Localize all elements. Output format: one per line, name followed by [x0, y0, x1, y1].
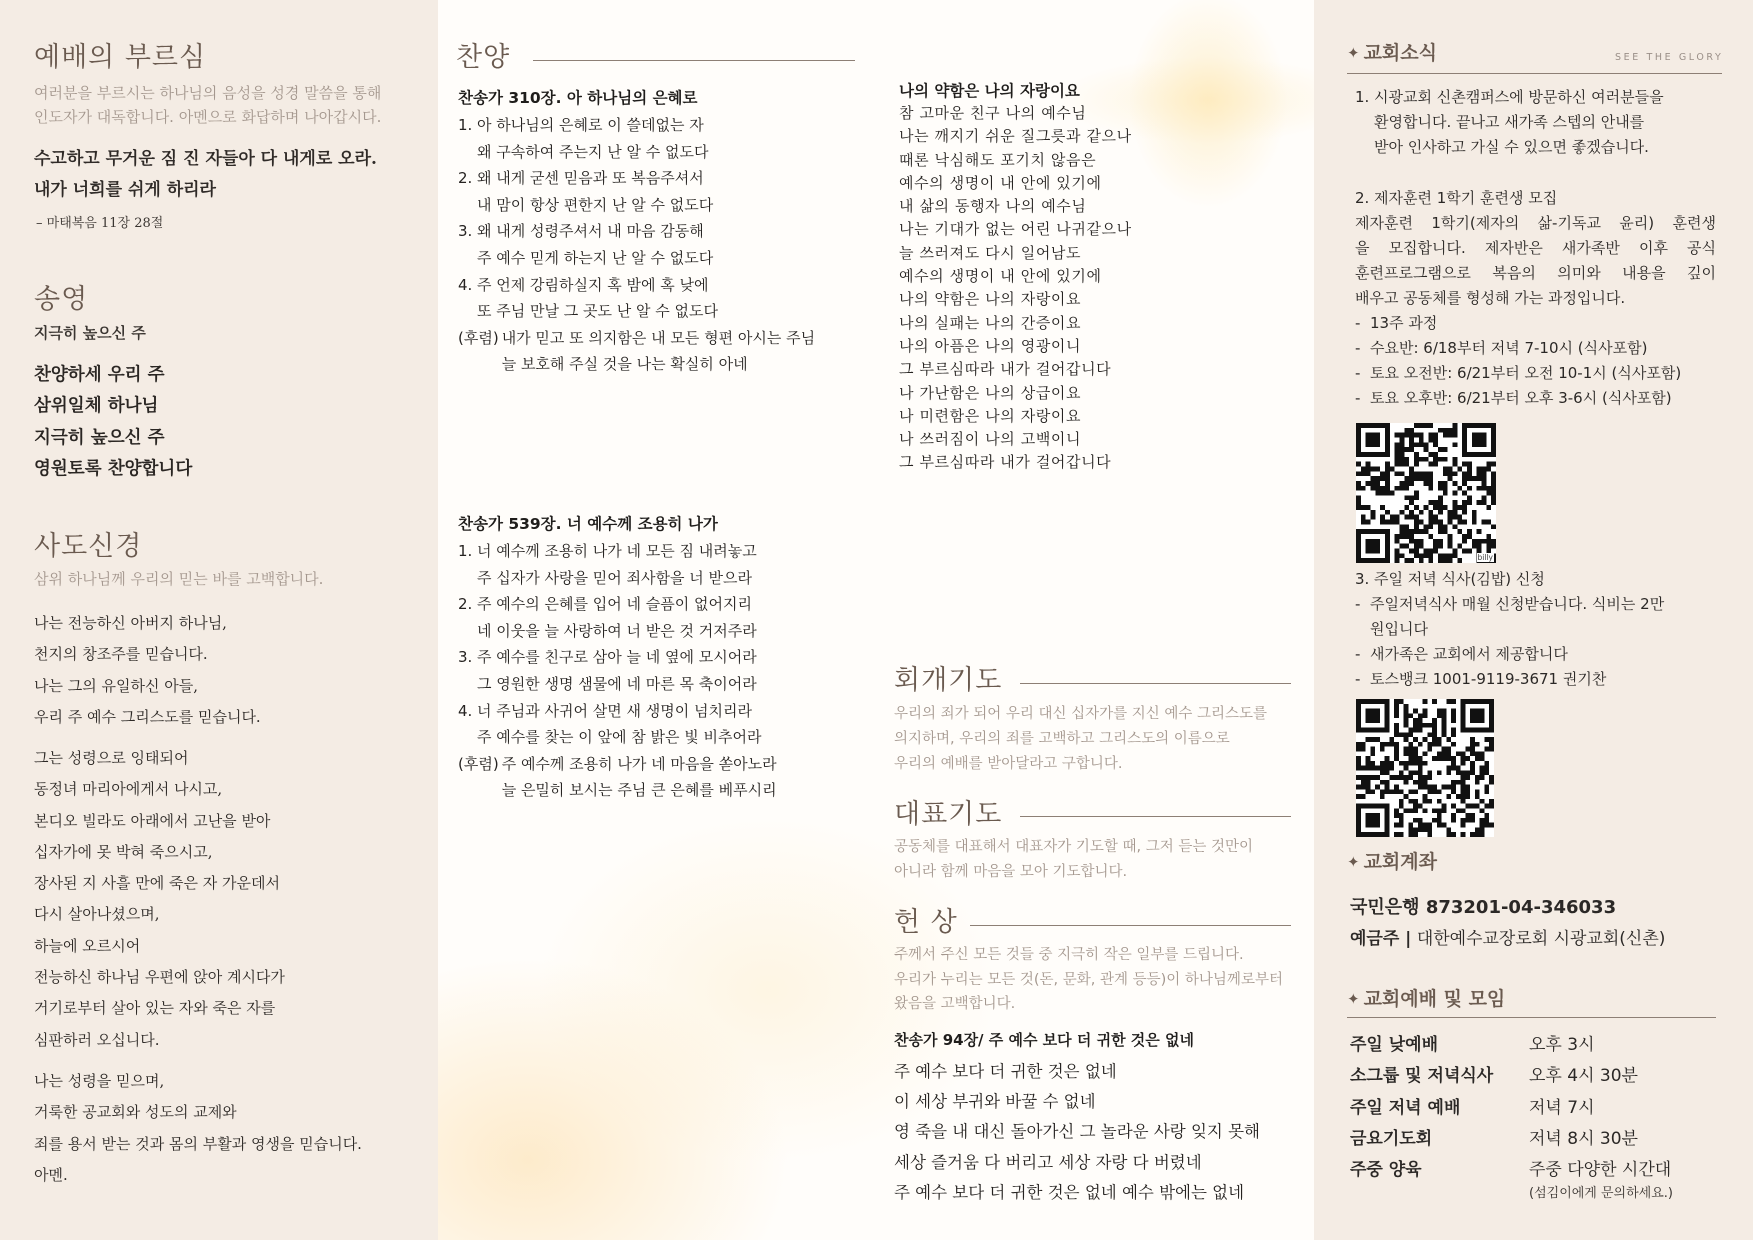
creed-line: 다시 살아나셨으며,: [34, 905, 160, 924]
hymn-verse-marker: (후렴): [458, 328, 499, 347]
desc-line: 우리의 예배를 받아달라고 구합니다.: [894, 756, 1123, 772]
schedule-label: 금요기도회: [1350, 1129, 1433, 1149]
desc-line: 주께서 주신 모든 것들 중 지극히 작은 일부를 드립니다.: [894, 947, 1244, 963]
news-item: [1355, 85, 1664, 160]
lyric-line: 주 예수 보다 더 귀한 것은 없네 예수 밖에는 없네: [894, 1182, 1245, 1202]
news-item-marker: 3.: [1355, 570, 1370, 588]
hymn-verse-line: 주 예수의 은혜를 입어 네 슬픔이 없어지리: [477, 595, 752, 614]
meetings-rule: [1347, 1017, 1716, 1018]
news-item-line: 시광교회 신촌캠퍼스에 방문하신 여러분들을: [1374, 88, 1664, 106]
tagline: SEE THE GLORY: [1615, 52, 1724, 63]
paragraph-line: 을 모집합니다. 제자반은 새가족반 이후 공식: [1355, 239, 1716, 257]
bullet-marker: -: [1355, 364, 1361, 382]
doxology-subtitle: 지극히 높으신 주: [34, 324, 146, 342]
bullet-marker: -: [1355, 595, 1361, 613]
lyric-line: 세상 즐거움 다 버리고 세상 자랑 다 버렸네: [894, 1152, 1202, 1172]
schedule-time: 주중 다양한 시간대: [1529, 1160, 1672, 1180]
hymn-verse: [458, 218, 815, 271]
lyric-line: 늘 쓰러져도 다시 일어남도: [899, 243, 1082, 262]
lyric-line: 예수의 생명이 내 안에 있기에: [899, 267, 1102, 286]
bullet-marker: -: [1355, 339, 1361, 357]
schedule-label: 주일 낮예배: [1350, 1035, 1439, 1055]
bullet-marker: -: [1355, 645, 1361, 663]
sparkle-icon: ✦: [1347, 853, 1360, 871]
hymn-verse-line: 주 예수를 찾는 이 앞에 참 밝은 빛 비추어라: [477, 728, 762, 747]
hymn-verse-line: 주 예수께 조용히 나가 네 마음을 쏟아노라: [501, 754, 777, 773]
creed-line: 천지의 창조주를 믿습니다.: [34, 645, 208, 664]
bullet-line: 토요 오전반: 6/21부터 오전 10-1시 (식사포함): [1370, 364, 1682, 382]
bullet-line: 토스뱅크 1001-9119-3671 권기찬: [1370, 670, 1607, 688]
schedule-note: (섬김이에게 문의하세요.): [1529, 1186, 1673, 1201]
hymn-verse: [458, 538, 777, 591]
desc-line: 우리가 누리는 모든 것(돈, 문화, 관계 등등)이 하나님께로부터: [894, 971, 1283, 988]
lyric-line: 나는 깨지기 쉬운 질그릇과 같으나: [899, 127, 1132, 146]
representative-prayer-title: 대표기도: [894, 799, 1003, 830]
bullet: [1355, 336, 1681, 361]
hymn-verse-line: 너 주님과 사귀어 살면 새 생명이 넘치리라: [477, 701, 752, 720]
desc-line: 왔음을 고백합니다.: [894, 996, 1016, 1012]
creed-line: 십자가에 못 박혀 죽으시고,: [34, 842, 213, 861]
creed-line: 하늘에 오르시어: [34, 936, 141, 955]
desc-line: 여러분을 부르시는 하나님의 음성을 성경 말씀을 통해: [34, 84, 382, 102]
creed-paragraph-1: [34, 608, 261, 733]
bullet: [1355, 667, 1664, 692]
bullet-line: 수요반: 6/18부터 저녁 7-10시 (식사포함): [1370, 339, 1648, 357]
praise-title: 찬양: [456, 42, 511, 73]
creed-line: 거룩한 공교회와 성도의 교제와: [34, 1103, 237, 1122]
hymn-verse-marker: 3.: [458, 648, 473, 667]
news-item-3-bullets: [1355, 592, 1664, 692]
desc-line: 공동체를 대표해서 대표자가 기도할 때, 그저 듣는 것만이: [894, 839, 1254, 855]
desc-line: 우리의 죄가 되어 우리 대신 십자가를 지신 예수 그리스도를: [894, 706, 1268, 722]
creed-line: 거기로부터 살아 있는 자와 죽은 자를: [34, 999, 276, 1018]
left-panel: [0, 0, 438, 1240]
call-to-worship-desc: [34, 81, 381, 129]
news-item: [1355, 567, 1545, 592]
bullet-line: 주일저녁식사 매월 신청받습니다. 식비는 2만: [1370, 595, 1665, 613]
creed-paragraph-2: [34, 743, 285, 1056]
account-holder-label: 예금주 |: [1350, 929, 1412, 949]
right-panel: [1314, 0, 1753, 1240]
hymn-verse-line: 왜 구속하여 주는지 난 알 수 없도다: [477, 142, 709, 161]
creed-line: 장사된 지 사흘 만에 죽은 자 가운데서: [34, 874, 280, 893]
creed-line: 그는 성령으로 잉태되어: [34, 749, 189, 767]
doxology-title: 송영: [34, 284, 89, 315]
apostles-creed-title: 사도신경: [34, 531, 143, 562]
qr-modules: [1356, 423, 1496, 563]
account-holder: [1350, 927, 1665, 951]
lyric-line: 나의 아픔은 나의 영광이니: [899, 336, 1082, 355]
news-item-line: 주일 저녁 식사(김밥) 신청: [1374, 570, 1545, 588]
middle-panel: [438, 0, 1314, 1240]
bullet: [1355, 592, 1664, 642]
lyric-line: 나의 약함은 나의 자랑이요: [899, 290, 1082, 309]
sparkle-icon: ✦: [1347, 990, 1360, 1008]
hymn-verse-line: 늘 보호해 주실 것을 나는 확실히 아네: [501, 355, 748, 374]
bullet: [1355, 642, 1664, 667]
bullet-line: 13주 과정: [1370, 314, 1438, 332]
bullet: [1355, 311, 1681, 336]
hymn-verse-line: 아 하나님의 은혜로 이 쓸데없는 자: [477, 116, 704, 134]
hymn-verse-marker: 1.: [458, 542, 473, 560]
qr-code-training-signup[interactable]: [1356, 423, 1496, 563]
hymn-verse-line: 주 예수를 친구로 삼아 늘 네 옆에 모시어라: [477, 648, 757, 667]
bullet-line: 토요 오후반: 6/21부터 오후 3-6시 (식사포함): [1370, 389, 1672, 407]
church-news-title: 교회소식: [1363, 42, 1437, 64]
offering-title-rule: [970, 925, 1291, 926]
paragraph-line: 제자훈련 1학기(제자의 삶-기독교 윤리) 훈련생: [1355, 214, 1716, 232]
hymn-verse-marker: 2.: [458, 595, 473, 614]
hymn-539-title: 찬송가 539장. 너 예수께 조용히 나가: [458, 515, 718, 533]
lyric-line: 그 부르심따라 내가 걸어갑니다: [899, 360, 1112, 379]
hymn-94-lyrics: [894, 1057, 1260, 1208]
hymn-verse: [458, 272, 815, 325]
qr-code-meal-signup[interactable]: [1356, 699, 1494, 837]
song-weakness-lyrics: [899, 102, 1132, 475]
hymn-verse-marker: 2.: [458, 169, 473, 188]
hymn-539-lyrics: [458, 538, 777, 804]
hymn-verse-line: 주 언제 강림하실지 혹 밤에 혹 낮에: [477, 275, 709, 294]
schedule-time: 저녁 8시 30분: [1529, 1129, 1638, 1149]
account-holder-name: 대한예수교장로회 시광교회(신촌): [1416, 929, 1666, 949]
hymn-310-lyrics: [458, 112, 815, 378]
hymn-verse: [458, 112, 815, 165]
meetings-heading: [1347, 986, 1505, 1013]
creed-line: 본디오 빌라도 아래에서 고난을 받아: [34, 811, 271, 830]
offering-desc: [894, 943, 1283, 1017]
sparkle-icon: ✦: [1347, 44, 1360, 62]
qr-code-image: [1356, 699, 1494, 837]
hymn-verse: [458, 698, 777, 751]
hymn-verse: [458, 751, 777, 804]
hymn-verse-line: 늘 은밀히 보시는 주님 큰 은혜를 베푸시리: [501, 781, 777, 800]
lyric-line: 삼위일체 하나님: [34, 396, 159, 417]
offering-title: 헌 상: [894, 907, 958, 938]
lyric-line: 나 미련함은 나의 자랑이요: [899, 406, 1082, 425]
call-to-worship-title: 예배의 부르심: [34, 42, 207, 73]
repentance-desc: [894, 702, 1267, 777]
representative-desc: [894, 835, 1253, 885]
hymn-verse-line: 내가 믿고 또 의지함은 내 모든 형편 아시는 주님: [501, 328, 816, 347]
lyric-line: 내 삶의 동행자 나의 예수님: [899, 197, 1087, 216]
hymn-94-title: 찬송가 94장/ 주 예수 보다 더 귀한 것은 없네: [894, 1031, 1194, 1049]
bank-account-number: 국민은행 873201-04-346033: [1350, 897, 1617, 918]
song-weakness-title: 나의 약함은 나의 자랑이요: [899, 82, 1080, 100]
lyric-line: 주 예수 보다 더 귀한 것은 없네: [894, 1062, 1117, 1081]
hymn-verse-line: 네 이웃을 늘 사랑하여 너 받은 것 거저주라: [477, 621, 757, 640]
verse-line: 수고하고 무거운 짐 진 자들아 다 내게로 오라.: [34, 149, 377, 169]
doxology-lyrics: [34, 360, 192, 485]
repentance-title-rule: [1020, 683, 1291, 684]
hymn-verse-line: 주 십자가 사랑을 믿어 죄사함을 너 받으라: [477, 568, 752, 587]
creed-line: 나는 그의 유일하신 아들,: [34, 676, 198, 695]
hymn-verse: [458, 165, 815, 218]
bullet-marker: -: [1355, 314, 1361, 332]
hymn-verse: [458, 325, 815, 378]
hymn-verse-marker: 3.: [458, 222, 473, 241]
creed-line: 동정녀 마리아에게서 나시고,: [34, 780, 223, 799]
news-item-line: 환영합니다. 끝나고 새가족 스텝의 안내를: [1374, 113, 1645, 131]
bullet: [1355, 386, 1681, 411]
church-news-rule: [1347, 73, 1722, 74]
lyric-line: 나는 기대가 없는 어린 나귀같으나: [899, 220, 1132, 239]
bullet-line: 새가족은 교회에서 제공합니다: [1370, 645, 1568, 663]
bullet-line: 원입니다: [1370, 620, 1428, 638]
church-news-heading: [1347, 40, 1437, 67]
news-item-3-header: [1355, 567, 1545, 592]
repentance-prayer-title: 회개기도: [894, 665, 1003, 696]
apostles-creed-desc: 삼위 하나님께 우리의 믿는 바를 고백합니다.: [34, 570, 324, 588]
creed-line: 죄를 용서 받는 것과 몸의 부활과 영생을 믿습니다.: [34, 1134, 362, 1153]
lyric-line: 참 고마운 친구 나의 예수님: [899, 104, 1087, 122]
lyric-line: 예수의 생명이 내 안에 있기에: [899, 173, 1102, 192]
meetings-title: 교회예배 및 모임: [1363, 988, 1506, 1010]
creed-line: 아멘.: [34, 1165, 68, 1184]
hymn-verse: [458, 644, 777, 697]
bullet: [1355, 361, 1681, 386]
hymn-310-title: 찬송가 310장. 아 하나님의 은혜로: [458, 89, 698, 107]
praise-title-rule: [533, 60, 855, 61]
lyric-line: 찬양하세 우리 주: [34, 365, 165, 385]
hymn-verse-line: 내 맘이 항상 편한지 난 알 수 없도다: [477, 195, 714, 214]
desc-line: 의지하며, 우리의 죄를 고백하고 그리스도의 이름으로: [894, 731, 1230, 747]
creed-line: 우리 주 예수 그리스도를 믿습니다.: [34, 707, 261, 726]
hymn-verse-line: 왜 내게 성령주셔서 내 마음 감동해: [477, 222, 704, 241]
hymn-verse-marker: 4.: [458, 701, 473, 720]
desc-line: 아니라 함께 마음을 모아 기도합니다.: [894, 864, 1128, 880]
representative-title-rule: [1020, 816, 1291, 817]
bullet-marker: -: [1355, 389, 1361, 407]
hymn-verse-marker: 1.: [458, 116, 473, 134]
lyric-line: 나 쓰러짐이 나의 고백이니: [899, 430, 1082, 449]
hymn-verse-marker: 4.: [458, 275, 473, 294]
news-item-2-paragraph: [1355, 211, 1716, 311]
lyric-line: 나 가난함은 나의 상급이요: [899, 383, 1082, 402]
schedule-time: 오후 3시: [1529, 1035, 1595, 1055]
creed-line: 심판하러 오십니다.: [34, 1030, 160, 1049]
hymn-verse-line: 또 주님 만날 그 곳도 난 알 수 없도다: [477, 302, 719, 321]
lyric-line: 영 죽을 내 대신 돌아가신 그 놀라운 사랑 잊지 못해: [894, 1122, 1260, 1142]
scripture-verse: [34, 144, 377, 206]
hymn-verse-line: 그 영원한 생명 샘물에 네 마른 목 축이어라: [477, 674, 757, 693]
scripture-reference: – 마태복음 11장 28절: [36, 216, 164, 231]
hymn-verse-line: 너 예수께 조용히 나가 네 모든 짐 내려놓고: [477, 542, 757, 560]
creed-paragraph-3: [34, 1066, 362, 1191]
news-item-marker: 2.: [1355, 189, 1370, 207]
schedule-label: 소그룹 및 저녁식사: [1350, 1066, 1494, 1086]
creed-line: 전능하신 하나님 우편에 앉아 계시다가: [34, 968, 285, 987]
verse-line: 내가 너희를 쉬게 하리라: [34, 180, 216, 200]
schedule-label: 주중 양육: [1350, 1160, 1422, 1180]
bullet-marker: -: [1355, 670, 1361, 688]
qr-modules: [1356, 699, 1494, 837]
lyric-line: 그 부르심따라 내가 걸어갑니다: [899, 453, 1112, 472]
lyric-line: 나의 실패는 나의 간증이요: [899, 313, 1082, 332]
schedule-time: 저녁 7시: [1529, 1098, 1595, 1118]
news-item-line: 제자훈련 1학기 훈련생 모집: [1374, 189, 1558, 207]
news-item-2-bullets: [1355, 311, 1681, 411]
hymn-verse-line: 주 예수 믿게 하는지 난 알 수 없도다: [477, 248, 714, 267]
news-item-line: 받아 인사하고 가실 수 있으면 좋겠습니다.: [1374, 138, 1649, 156]
lyric-line: 이 세상 부귀와 바꿀 수 없네: [894, 1092, 1096, 1112]
hymn-verse-marker: (후렴): [458, 754, 499, 773]
schedule-time: 오후 4시 30분: [1529, 1066, 1638, 1086]
hymn-verse-line: 왜 내게 굳센 믿음과 또 복음주셔서: [477, 169, 704, 188]
qr-code-image: [1356, 423, 1496, 563]
church-account-heading: [1347, 849, 1437, 876]
news-item: [1355, 186, 1557, 211]
qr-logo-text: billy: [1477, 553, 1493, 562]
hymn-verse: [458, 591, 777, 644]
paragraph-line: 배우고 공동체를 형성해 가는 과정입니다.: [1355, 289, 1626, 307]
creed-line: 나는 전능하신 아버지 하나님,: [34, 614, 227, 632]
news-item-marker: 1.: [1355, 88, 1370, 106]
paragraph-line: 훈련프로그램으로 복음의 의미와 내용을 깊이: [1355, 264, 1716, 282]
desc-line: 인도자가 대독합니다. 아멘으로 화답하며 나아갑시다.: [34, 108, 382, 126]
lyric-line: 지극히 높으신 주: [34, 427, 165, 448]
lyric-line: 때론 낙심해도 포기치 않음은: [899, 150, 1097, 169]
creed-line: 나는 성령을 믿으며,: [34, 1072, 165, 1090]
schedule-label: 주일 저녁 예배: [1350, 1098, 1461, 1118]
church-account-title: 교회계좌: [1363, 851, 1437, 873]
news-item-2-header: [1355, 186, 1557, 211]
lyric-line: 영원토록 찬양합니다: [34, 458, 193, 479]
news-item-1: [1355, 85, 1664, 160]
